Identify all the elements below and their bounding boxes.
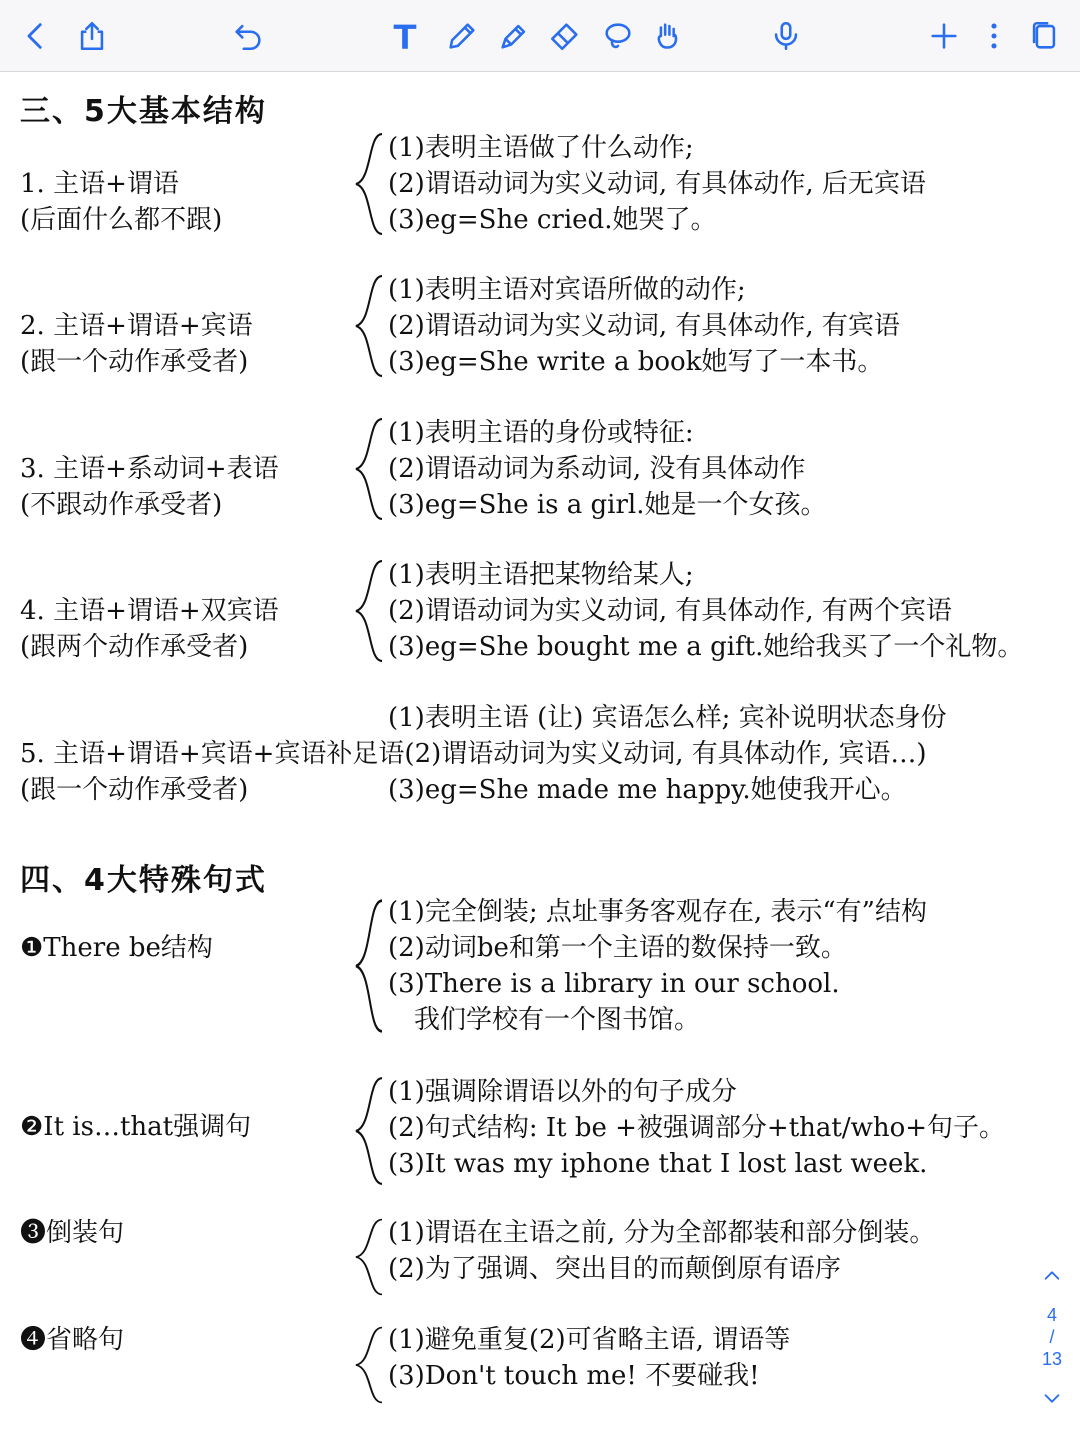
structure-points-2: (1)表明主语对宾语所做的动作; (2)谓语动词为实义动词, 有具体动作, 有宾语 (3)eg=She write a book她写了一本书。 [388,275,900,377]
pages-icon[interactable] [1022,14,1066,58]
special-label-1: ❶There be结构 [20,933,213,963]
chevron-left-icon[interactable] [14,14,58,58]
chevron-up-icon[interactable] [1032,1256,1072,1296]
plus-icon[interactable] [922,14,966,58]
page-number-separator: / [1049,1327,1055,1347]
structure-label-3: 3. 主语+系动词+表语 (不跟动作承受者) [20,454,279,520]
special-points-2: (1)强调除谓语以外的句子成分 (2)句式结构: It be +被强调部分+that/who+句子。 (3)It was my iphone that I lost last week. [388,1077,1006,1179]
structure-points-1: (1)表明主语做了什么动作; (2)谓语动词为实义动词, 有具体动作, 后无宾语 (3)eg=She cried.她哭了。 [388,133,926,235]
structure-label-4: 4. 主语+谓语+双宾语 (跟两个动作承受者) [20,596,279,662]
brace-3 [352,417,386,521]
special-points-1: (1)完全倒装; 点址事务客观存在, 表示“有”结构 (2)动词be和第一个主语的数保持一致。 (3)There is a library in our school. 我们学校有一个图书馆。 [388,897,927,1035]
microphone-icon[interactable] [764,14,808,58]
section-title-basic-structures: 三、5大基本结构 [20,94,267,129]
structure-label-5-sub: (跟一个动作承受者) [20,775,249,805]
more-icon[interactable] [972,14,1016,58]
special-label-2: ❷It is…that强调句 [20,1112,252,1142]
page-navigator [1024,1256,1080,1418]
hand-icon[interactable] [646,14,690,58]
brace-2 [352,274,386,378]
structure-points-3: (1)表明主语的身份或特征: (2)谓语动词为系动词, 没有具体动作 (3)eg=She is a girl.她是一个女孩。 [388,418,827,520]
brace-special-1 [352,898,386,1034]
brace-special-2 [352,1076,386,1186]
eraser-icon[interactable] [543,14,587,58]
special-points-4: (1)避免重复(2)可省略主语, 谓语等 (3)Don't touch me! 不要碰我! [388,1325,791,1391]
page-number-total: 13 [1041,1349,1063,1369]
structure-label-5: 5. 主语+谓语+宾语+宾语补足语(2)谓语动词为实义动词, 有具体动作, 宾语…) [20,739,927,769]
structure-label-1: 1. 主语+谓语 (后面什么都不跟) [20,169,223,235]
text-tool-icon[interactable] [383,14,427,58]
note-page[interactable] [0,72,1080,1440]
section-title-special-sentences: 四、4大特殊句式 [20,863,267,898]
lasso-icon[interactable] [596,14,640,58]
brace-special-3 [352,1218,386,1296]
special-points-3: (1)谓语在主语之前, 分为全部都装和部分倒装。 (2)为了强调、突出目的而颠倒原有语序 [388,1218,936,1284]
brace-4 [352,559,386,663]
structure-points-4: (1)表明主语把某物给某人; (2)谓语动词为实义动词, 有具体动作, 有两个宾语 (3)eg=She bought me a gift.她给我买了一个礼物。 [388,560,1024,662]
special-label-4: ❹省略句 [20,1325,125,1355]
brace-special-4 [352,1326,386,1404]
structure-5-point-1: (1)表明主语 (让) 宾语怎么样; 宾补说明状态身份 [388,703,947,733]
share-icon[interactable] [70,14,114,58]
highlighter-icon[interactable] [492,14,536,58]
chevron-down-icon[interactable] [1032,1378,1072,1418]
brace-1 [352,132,386,236]
structure-5-point-3: (3)eg=She made me happy.她使我开心。 [388,775,907,805]
structure-label-2: 2. 主语+谓语+宾语 (跟一个动作承受者) [20,311,253,377]
special-label-3: ❸倒装句 [20,1218,125,1248]
toolbar [0,0,1080,72]
page-number-current: 4 [1046,1305,1057,1325]
undo-icon[interactable] [226,14,270,58]
pen-icon[interactable] [440,14,484,58]
